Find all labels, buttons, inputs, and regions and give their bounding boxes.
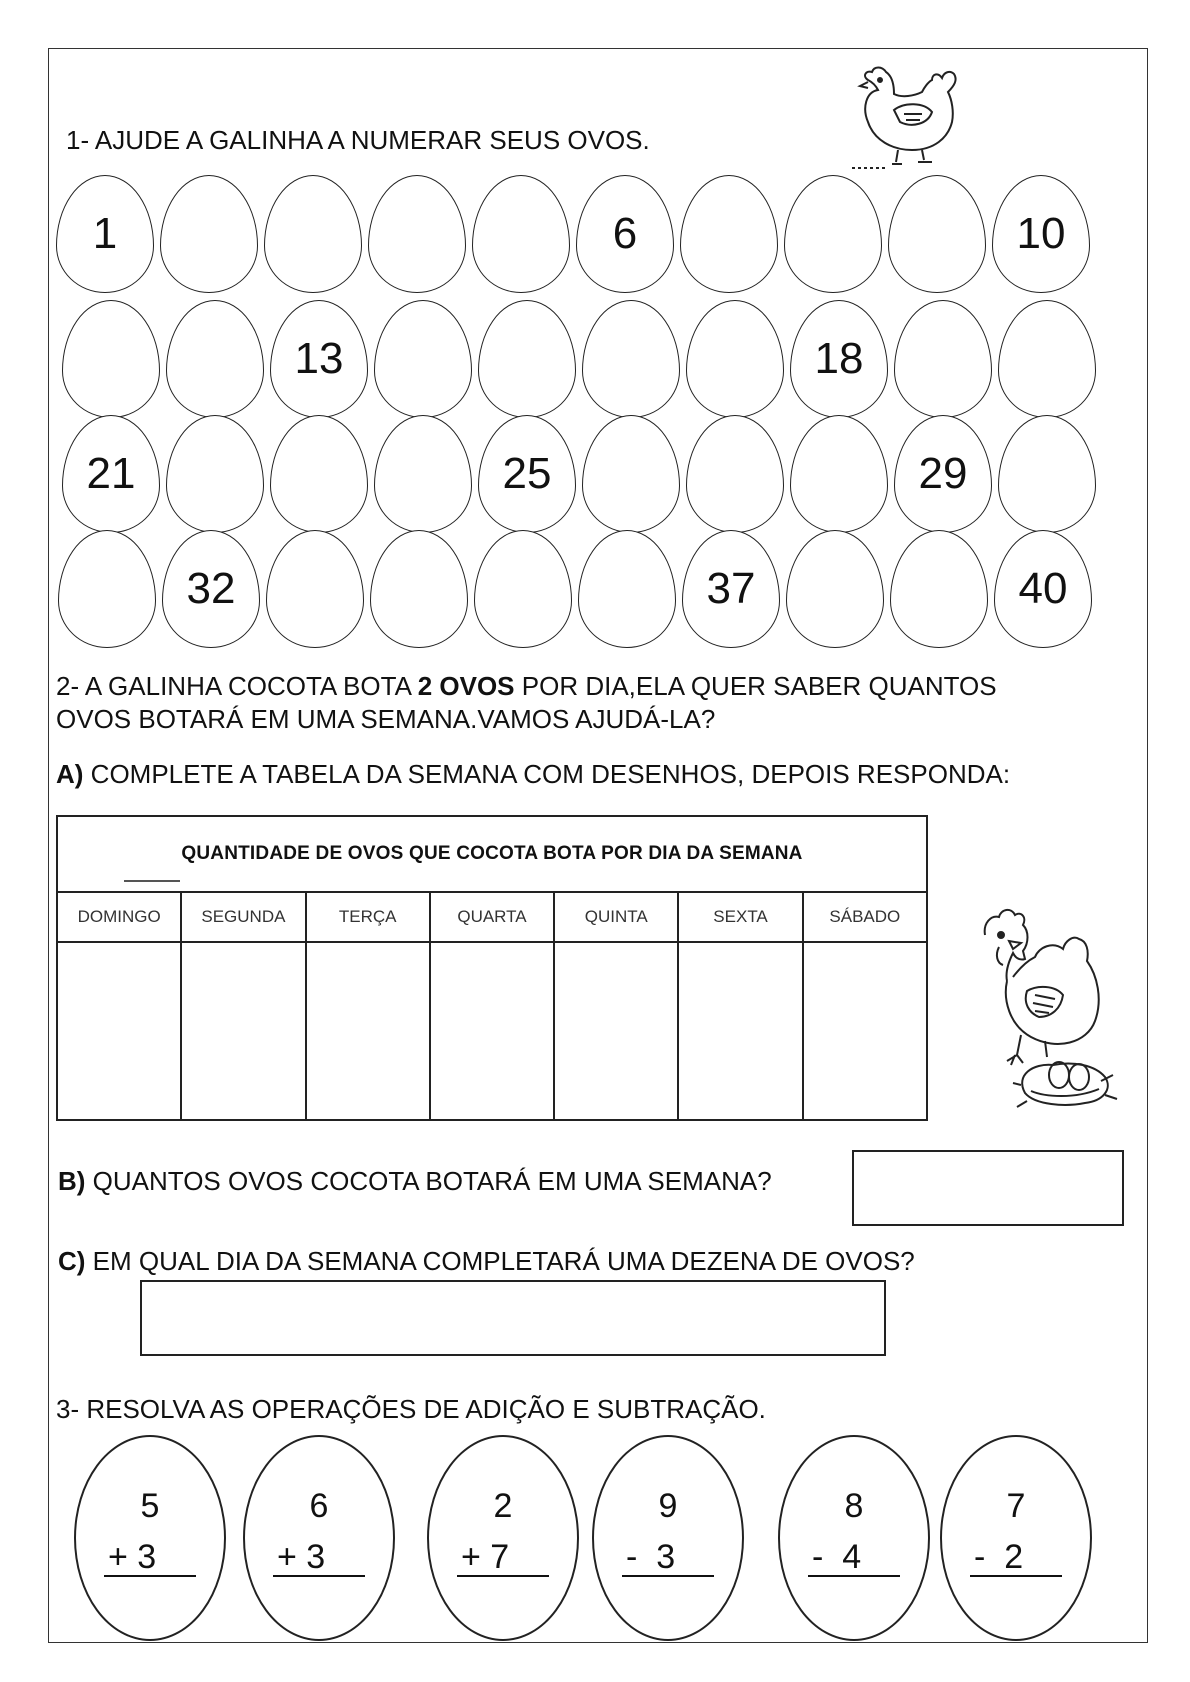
egg[interactable] [374,300,472,418]
table-cell[interactable] [679,943,801,1119]
table-cell[interactable] [307,943,429,1119]
operation-bottom: - 3 [622,1539,714,1577]
table-header-day: SÁBADO [804,893,926,943]
egg[interactable] [370,530,468,648]
table-cell[interactable] [431,943,553,1119]
table-header-day: QUARTA [431,893,553,943]
egg[interactable]: 29 [894,415,992,533]
egg[interactable] [790,415,888,533]
egg[interactable] [160,175,258,293]
egg[interactable] [894,300,992,418]
egg[interactable]: 10 [992,175,1090,293]
egg[interactable] [786,530,884,648]
question-2-line-1: 2- A GALINHA COCOTA BOTA 2 OVOS POR DIA,ELA QUER SABER QUANTOS [56,671,997,701]
operation-egg[interactable] [427,1435,579,1641]
egg[interactable]: 32 [162,530,260,648]
table-header-day: SEGUNDA [182,893,304,943]
operation-bottom: + 3 [273,1539,365,1577]
operation-top: 8 [844,1487,864,1525]
operation-bottom: + 3 [104,1539,196,1577]
egg[interactable] [368,175,466,293]
table-mark [124,880,180,882]
egg[interactable] [270,415,368,533]
egg[interactable] [680,175,778,293]
egg[interactable]: 18 [790,300,888,418]
operation-bottom: - 2 [970,1539,1062,1577]
egg[interactable] [582,300,680,418]
question-2b-text: B) QUANTOS OVOS COCOTA BOTARÁ EM UMA SEMANA? [58,1166,772,1196]
operation-egg[interactable] [592,1435,744,1641]
egg[interactable]: 37 [682,530,780,648]
egg[interactable] [582,415,680,533]
operation-top: 7 [1006,1487,1026,1525]
table-cell[interactable] [804,943,926,1119]
table-cell[interactable] [58,943,180,1119]
egg[interactable] [578,530,676,648]
table-header-day: SEXTA [679,893,801,943]
egg[interactable] [784,175,882,293]
egg[interactable] [998,300,1096,418]
table-header-day: DOMINGO [58,893,180,943]
question-2a-text: A) COMPLETE A TABELA DA SEMANA COM DESENHOS, DEPOIS RESPONDA: [56,759,1011,789]
answer-box-c[interactable] [140,1280,886,1356]
egg[interactable] [478,300,576,418]
question-3-title: 3- RESOLVA AS OPERAÇÕES DE ADIÇÃO E SUBTRAÇÃO. [56,1394,766,1424]
answer-box-b[interactable] [852,1150,1124,1226]
egg[interactable]: 6 [576,175,674,293]
operation-bottom: + 7 [457,1539,549,1577]
operation-top: 9 [658,1487,678,1525]
egg[interactable]: 21 [62,415,160,533]
egg[interactable] [888,175,986,293]
table-cell[interactable] [555,943,677,1119]
egg[interactable] [62,300,160,418]
egg[interactable] [474,530,572,648]
egg-grid [0,0,1190,680]
egg[interactable]: 40 [994,530,1092,648]
question-1-title: 1- AJUDE A GALINHA A NUMERAR SEUS OVOS. [66,125,650,155]
egg[interactable] [998,415,1096,533]
egg[interactable] [58,530,156,648]
egg[interactable] [890,530,988,648]
operation-egg[interactable] [243,1435,395,1641]
egg[interactable] [266,530,364,648]
egg[interactable] [166,300,264,418]
table-cell[interactable] [182,943,304,1119]
operation-top: 5 [140,1487,160,1525]
operation-egg[interactable] [940,1435,1092,1641]
question-2-line-2: OVOS BOTARÁ EM UMA SEMANA.VAMOS AJUDÁ-LA? [56,704,716,734]
egg[interactable] [686,415,784,533]
table-header-day: QUINTA [555,893,677,943]
operation-egg[interactable] [74,1435,226,1641]
egg[interactable] [686,300,784,418]
hen-nest-icon [955,895,1135,1115]
egg[interactable] [374,415,472,533]
operation-egg[interactable] [778,1435,930,1641]
egg[interactable] [166,415,264,533]
table-header-day: TERÇA [307,893,429,943]
table-title: QUANTIDADE DE OVOS QUE COCOTA BOTA POR DIA DA SEMANA [181,843,803,864]
egg[interactable] [472,175,570,293]
operation-top: 2 [493,1487,513,1525]
egg[interactable]: 13 [270,300,368,418]
question-2c-text: C) EM QUAL DIA DA SEMANA COMPLETARÁ UMA DEZENA DE OVOS? [58,1246,915,1276]
operation-bottom: - 4 [808,1539,900,1577]
egg[interactable]: 1 [56,175,154,293]
operation-top: 6 [309,1487,329,1525]
week-table [56,815,928,1121]
egg[interactable] [264,175,362,293]
egg[interactable]: 25 [478,415,576,533]
